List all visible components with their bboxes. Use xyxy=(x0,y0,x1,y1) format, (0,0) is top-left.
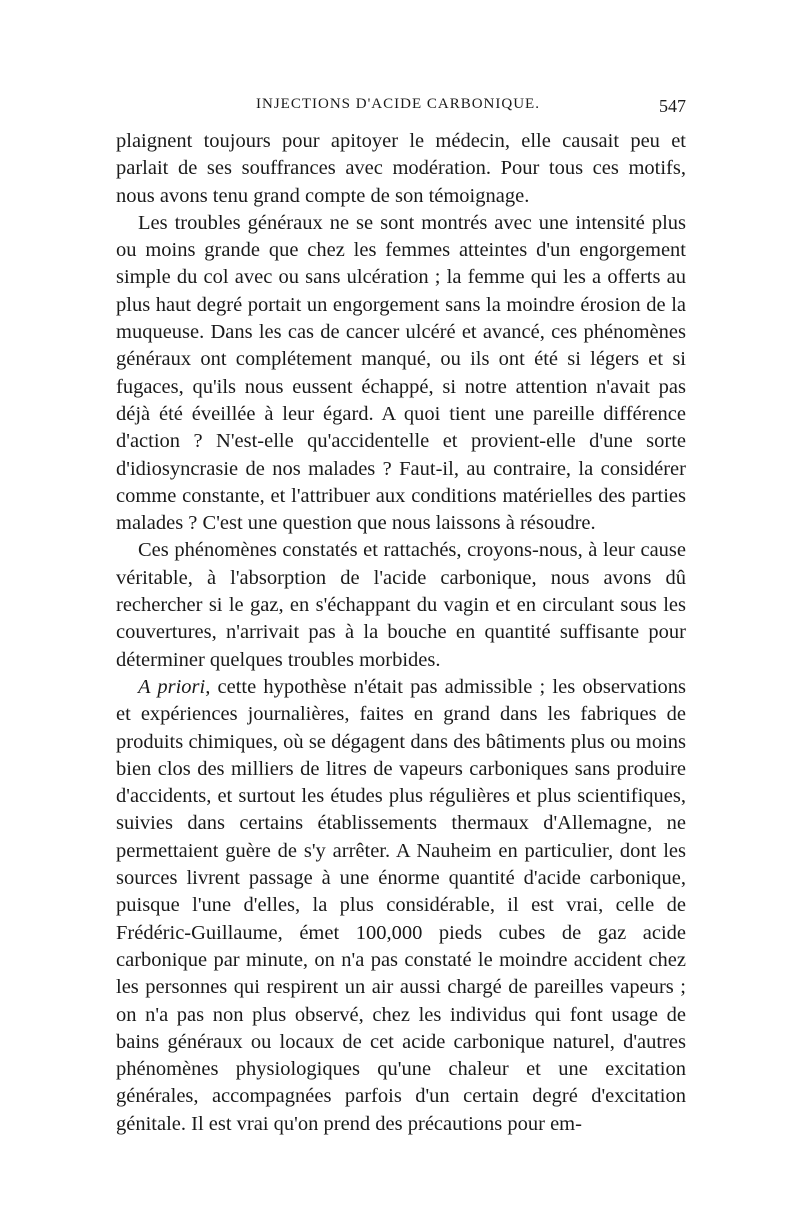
page-header xyxy=(116,96,686,120)
running-title: INJECTIONS D'ACIDE CARBONIQUE. xyxy=(256,96,540,112)
page-number: 547 xyxy=(659,96,686,116)
italic-lead: A priori, xyxy=(138,675,211,698)
paragraph-a-priori-text: cette hypothèse n'était pas admissible ; les observations et expériences journalières, faites en grand dans les fabriques de produits chimiques, où se dégagent dans des bâtiments plus ou moins bien clos des milliers de litres de vapeurs carboniques sans produire d'accidents, et surtout les études plus régulières et plus scientifiques, suivies dans certains établissements thermaux d'Allemagne, ne permettaient guère de s'y arrêter. A Nauheim en particulier, dont les sources livrent passage à une énorme quantité d'acide carbonique, puisque l'une d'elles, la plus considérable, il est vrai, celle de Frédéric-Guillaume, émet 100,000 pieds cubes de gaz acide carbonique par minute, on n'a pas constaté le moindre accident chez les personnes qui respirent un air aussi chargé de pareilles vapeurs ; on n'a pas non plus observé, chez les individus qui font usage de bains généraux ou locaux de cet acide carbonique naturel, d'autres phénomènes physiologiques qu'une chaleur et une excitation générales, accompagnées parfois d'un certain degré d'excitation génitale. Il est vrai qu'on prend des précautions pour em- xyxy=(116,675,687,1135)
paragraph-a-priori xyxy=(116,674,686,1138)
paragraph-phenomenes-constates: Ces phénomènes constatés et rattachés, croyons-nous, à leur cause véritable, à l'absorption de l'acide carbonique, nous avons dû rechercher si le gaz, en s'échappant du vagin et en circulant sous les couvertures, n'arrivait pas à la bouche en quantité suffisante pour déterminer quelques troubles morbides. xyxy=(116,539,686,671)
paragraph-troubles-generaux: Les troubles généraux ne se sont montrés avec une intensité plus ou moins grande que chez les femmes atteintes d'un engorgement simple du col avec ou sans ulcération ; la femme qui les a offerts au plus haut degré portait un engorgement sans la moindre érosion de la muqueuse. Dans les cas de cancer ulcéré et avancé, ces phénomènes généraux ont complétement manqué, ou ils ont été si légers et si fugaces, qu'ils nous eussent échappé, si notre attention n'avait pas déjà été éveillée à leur égard. A quoi tient une pareille différence d'action ? N'est-elle qu'accidentelle et provient-elle d'une sorte d'idiosyncrasie de nos malades ? Faut-il, au contraire, la considérer comme constante, et l'attribuer aux conditions matérielles des parties malades ? C'est une question que nous laissons à résoudre. xyxy=(116,211,686,535)
book-page xyxy=(116,96,686,1138)
paragraph-continuation: plaignent toujours pour apitoyer le médecin, elle causait peu et parlait de ses souffrances avec modération. Pour tous ces motifs, nous avons tenu grand compte de son témoignage. xyxy=(116,130,686,207)
body-text xyxy=(116,128,686,1138)
